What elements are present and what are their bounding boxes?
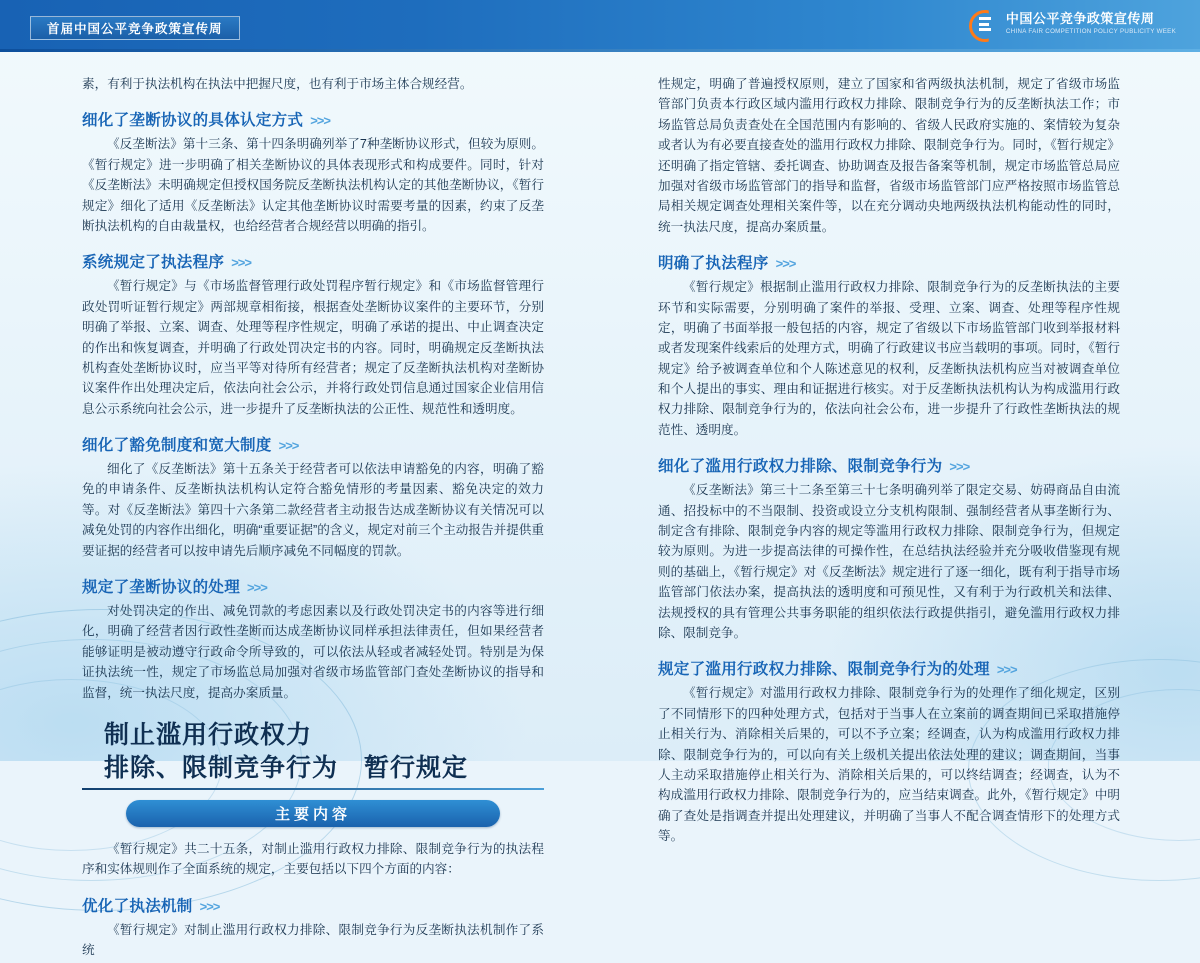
chevron-right-icon: >>> xyxy=(231,255,251,271)
document-title-line-2-part-b: 暂行规定 xyxy=(364,753,469,782)
paragraph: 素，有利于执法机构在执法中把握尺度，也有利于市场主体合规经营。 xyxy=(82,77,473,91)
main-content-banner: 主要内容 xyxy=(126,800,500,827)
chevron-right-icon: >>> xyxy=(199,898,220,914)
section-heading xyxy=(82,250,544,272)
paragraph: 对处罚决定的作出、减免罚款的考虑因素以及行政处罚决定书的内容等进行细化，明确了经营者因行政性垄断而达成垄断协议同样承担法律责任，但如果经营者能够证明是被动遵守行政命令所导致的，可以依法从轻或者减轻处罚。特别是为保证执法统一性，规定了市场监总局加强对省级市场监管部门查处垄断协议的指导和监督，统一执法尺度，提高办案质量。 xyxy=(82,604,544,700)
chevron-right-icon: >>> xyxy=(247,580,267,596)
document-title-line-2 xyxy=(82,752,544,785)
chevron-right-icon: >>> xyxy=(996,662,1017,678)
paragraph: 《暂行规定》根据制止滥用行政权力排除、限制竞争行为的反垄断执法的主要环节和实际需要，分别明确了案件的举报、受理、立案、调查、处理等程序性规定，明确了书面举报一般包括的内容，规定了省级以下市场监管部门收到举报材料或者发现案件线索后的处理方式，明确了行政建议书应当载明的事项。同时，《暂行规定》给予被调查单位和个人陈述意见的权利，反垄断执法机构应当对被调查单位和个人提出的事实、理由和证据进行核实。对于反垄断执法机构认为构成滥用行政权力排除、限制竞争行为的，依法向社会公布，进一步提升了行政性垄断执法的规范性、透明度。 xyxy=(658,280,1120,437)
section-heading xyxy=(82,433,544,455)
section-heading-label: 规定了垄断协议的处理 xyxy=(82,579,241,597)
title-underline xyxy=(82,788,544,790)
document-title-block xyxy=(82,719,544,790)
section-heading xyxy=(82,894,544,916)
chevron-right-icon: >>> xyxy=(278,438,299,454)
logo-title-en: CHINA FAIR COMPETITION POLICY PUBLICITY WEEK xyxy=(1005,28,1176,36)
section-heading xyxy=(82,108,544,130)
section-heading xyxy=(658,251,1120,273)
section-heading xyxy=(82,575,544,597)
paragraph: 性规定，明确了普遍授权原则，建立了国家和省两级执法机制，规定了省级市场监管部门负责本行政区域内滥用行政权力排除、限制竞争行为的反垄断执法工作；市场监管总局负责查处在全国范围内有影响的、省级人民政府实施的、案情较为复杂或者认为有必要直接查处的滥用行政权力排除、限制竞争行为。同时，《暂行规定》还明确了指定管辖、委托调查、协助调查及报告备案等机制，规定市场监管总局应加强对省级市场监管部门的指导和监督，省级市场监管部门应严格按照市场监管总局相关规定调查处理相关案件等，以在充分调动央地两级执法机构能动性的同时，统一执法尺度，提高办案质量。 xyxy=(658,77,1120,234)
section-heading-label: 细化了垄断协议的具体认定方式 xyxy=(82,112,304,130)
brand-logo xyxy=(968,9,1176,39)
document-title-line-2-part-a: 排除、限制竞争行为 xyxy=(104,753,339,782)
chevron-right-icon: >>> xyxy=(310,113,330,129)
chevron-right-icon: >>> xyxy=(775,256,796,272)
paragraph: 细化了《反垄断法》第十五条关于经营者可以依法申请豁免的内容，明确了豁免的申请条件、反垄断执法机构认定符合豁免情形的考量因素、豁免决定的效力等。对《反垄断法》第四十六条第二款经营者主动报告达成垄断协议有关情况可以减免处罚的内容作出细化，明确“重要证据”的含义，规定对前三个主动报告并提供重要证据的经营者可以按申请先后顺序减免不同幅度的罚款。 xyxy=(82,462,544,558)
section-heading-label: 细化了豁免制度和宽大制度 xyxy=(82,437,272,455)
chevron-right-icon: >>> xyxy=(949,459,970,475)
section-heading-label: 明确了执法程序 xyxy=(658,255,769,273)
section-heading xyxy=(658,657,1120,679)
section-heading-label: 系统规定了执法程序 xyxy=(82,254,225,272)
paragraph: 《反垄断法》第三十二条至第三十七条明确列举了限定交易、妨碍商品自由流通、招投标中的不当限制、投资或设立分支机构限制、强制经营者从事垄断行为、制定含有排除、限制竞争内容的规定等滥用行政权力排除、限制竞争行为，但规定较为原则。为进一步提高法律的可操作性，在总结执法经验并充分吸收借鉴现有规则的基础上，《暂行规定》对《反垄断法》规定进行了逐一细化，既有利于指导市场监管部门依法办案，提高执法的透明度和可预见性，又有利于为行政机关和法律、法规授权的具有管理公共事务职能的组织依法行政提供指引，避免滥用行政权力排除、限制竞争。 xyxy=(658,483,1120,640)
logo-title-cn: 中国公平竞争政策宣传周 xyxy=(1005,11,1155,27)
competition-week-logo-icon xyxy=(968,9,998,39)
left-column xyxy=(82,74,544,963)
section-heading-label: 细化了滥用行政权力排除、限制竞争行为 xyxy=(658,458,943,476)
section-heading-label: 规定了滥用行政权力排除、限制竞争行为的处理 xyxy=(658,661,990,679)
section-heading xyxy=(658,454,1120,476)
header-ribbon-label: 首届中国公平竞争政策宣传周 xyxy=(30,16,240,40)
logo-text-block xyxy=(1006,12,1176,36)
document-title-line-1: 制止滥用行政权力 xyxy=(104,720,313,749)
paragraph: 《暂行规定》共二十五条，对制止滥用行政权力排除、限制竞争行为的执法程序和实体规则作了全面系统的规定，主要包括以下四个方面的内容： xyxy=(82,841,544,877)
right-column xyxy=(658,74,1120,849)
paragraph: 《反垄断法》第十三条、第十四条明确列举了7种垄断协议形式，但较为原则。《暂行规定》进一步明确了相关垄断协议的具体表现形式和构成要件。同时，针对《反垄断法》未明确规定但授权国务院反垄断执法机构认定的其他垄断协议，《暂行规定》细化了适用《反垄断法》认定其他垄断协议时需要考量的因素，约束了反垄断执法机构的自由裁量权，也给经营者合规经营以明确的指引。 xyxy=(82,137,544,233)
paragraph: 《暂行规定》对滥用行政权力排除、限制竞争行为的处理作了细化规定，区别了不同情形下的四种处理方式，包括对于当事人在立案前的调查期间已采取措施停止相关行为、消除相关后果的，可以不予立案；经调查，认为构成滥用行政权力排除、限制竞争行为的，可以向有关上级机关提出依法处理的建议；调查期间，当事人主动采取措施停止相关行为、消除相关后果的，可以终结调查；经调查，认为不构成滥用行政权力排除、限制竞争行为的，应当结束调查。此外，《暂行规定》中明确了查处是指调查并提出处理建议，并明确了当事人不配合调查情形下的处理方式等。 xyxy=(658,686,1120,844)
document-body xyxy=(0,52,1200,958)
page-header xyxy=(0,0,1200,52)
paragraph: 《暂行规定》对制止滥用行政权力排除、限制竞争行为反垄断执法机制作了系统 xyxy=(82,922,544,958)
paragraph: 《暂行规定》与《市场监督管理行政处罚程序暂行规定》和《市场监督管理行政处罚听证暂行规定》两部规章相衔接，根据查处垄断协议案件的主要环节，分别明确了举报、立案、调查、处理等程序性规定，明确了承诺的提出、中止调查决定的作出和恢复调查，并明确了行政处罚决定书的内容。同时，明确规定反垄断执法机构查处垄断协议时，应当平等对待所有经营者；规定了反垄断执法机构对垄断协议案件作出处理决定后，依法向社会公示，并将行政处罚信息通过国家企业信用信息公示系统向社会公示，进一步提升了反垄断执法的公正性、规范性和透明度。 xyxy=(82,279,544,416)
section-heading-label: 优化了执法机制 xyxy=(82,897,193,915)
